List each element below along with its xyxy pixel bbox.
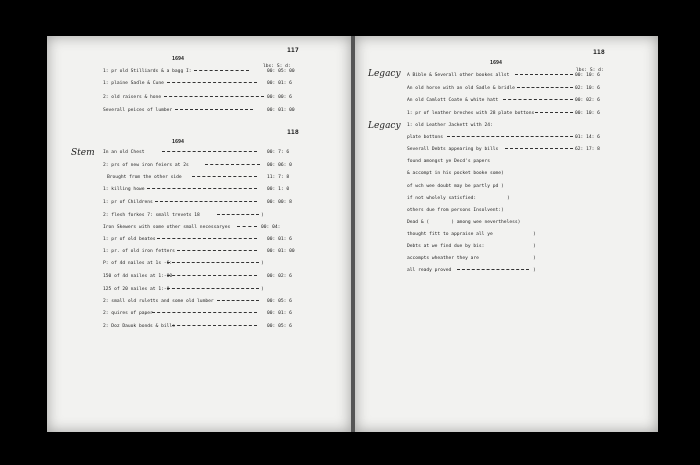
item-amount: 00: 10: 6	[575, 111, 600, 116]
list-item: 2: prs of new iron feiers at 2s	[103, 163, 189, 168]
list-item: accompts wheather they are	[407, 256, 479, 261]
list-item: 1: old Leather Jackett with 24:	[407, 123, 493, 128]
item-amount: )	[261, 261, 264, 266]
list-item: all ready proved	[407, 268, 452, 273]
item-amount: )	[533, 244, 536, 249]
item-amount: 00: 7: 6	[267, 150, 290, 155]
list-item: Iron Skewers with some other small necessaryes	[103, 225, 231, 230]
list-item: 1: pr of old beates	[103, 237, 156, 242]
margin-note: Stem	[71, 148, 95, 158]
item-amount: 00: 06: 0	[267, 163, 292, 168]
list-item: of wch wee doubt may be partly pd )	[407, 184, 504, 189]
item-amount: 00: 00: 8	[267, 200, 292, 205]
column-headers-top: lbs: S: d:	[263, 64, 291, 69]
list-item: 1: pr. of old iron fetters	[103, 249, 175, 254]
list-item: found amongst ye Decd's papers	[407, 159, 490, 164]
list-item: plate bottons	[407, 135, 443, 140]
year-heading-top: 1694	[172, 56, 185, 62]
list-item: others due from persons Insolvent:)	[407, 208, 504, 213]
list-item: 150 of 4d nailes at 1:-00	[103, 274, 173, 279]
item-amount: )	[533, 268, 536, 273]
right-page	[355, 36, 658, 432]
list-item: Severall Debts appearing by bills	[407, 147, 499, 152]
item-amount: 00: 01: 6	[267, 237, 292, 242]
list-item: 2: Doz Dauok bonds & bills	[103, 324, 175, 329]
list-item: 2: small old ruletts and some old lumber	[103, 299, 214, 304]
item-amount: 62: 17: 8	[575, 147, 600, 152]
item-amount: 00: 00: 6	[267, 95, 292, 100]
year-heading-mid: 1694	[172, 139, 185, 145]
list-item: 125 of 20 nailes at 1:-0	[103, 287, 170, 292]
item-amount: 00: 05: 6	[267, 324, 292, 329]
list-item: if not wholely satisfied:	[407, 196, 477, 201]
item-amount: 00: 01: 00	[267, 249, 295, 254]
margin-note-legacy-1: Legacy	[368, 69, 401, 79]
list-item: Severall peices of lumber	[103, 108, 253, 114]
column-headers: lbs: S: d:	[576, 68, 604, 73]
list-item: Dead & ( ) among wee nevertheless)	[407, 220, 521, 225]
left-page	[47, 36, 351, 432]
list-item: An old Camlott Coate & white hatt	[407, 98, 499, 103]
item-amount: 00: 01: 6	[267, 311, 292, 316]
list-item: P: of 4d nailes at 1s -6:	[103, 261, 173, 266]
list-item: In an old Chest	[103, 150, 145, 155]
list-item: 1: pr of Childrens	[103, 200, 153, 205]
list-item: Debts at we find due by bis:	[407, 244, 485, 249]
item-amount: 00: 05: 00	[267, 69, 295, 74]
list-item: thought fitt to appraise all ye	[407, 232, 493, 237]
item-amount: 00: 01: 00	[267, 108, 295, 113]
list-item: An old horse with an old Sadle & bridle	[407, 86, 515, 91]
list-item: 1: pr of leather breches with 28 plate bottons	[407, 111, 535, 116]
item-amount: 00: 05: 6	[267, 299, 292, 304]
item-amount: 00: 10: 6	[575, 73, 600, 78]
list-item: 1: killing howe	[103, 187, 145, 192]
item-amount: 01: 14: 6	[575, 135, 600, 140]
list-item: A Bible & Severall other bookes allst	[407, 73, 510, 78]
list-item: 1: plaine Sadle & Cune	[103, 81, 257, 87]
page-number: 118	[593, 48, 605, 56]
item-amount: 11: 7: 8	[267, 175, 290, 180]
item-amount: 00: 02: 6	[575, 98, 600, 103]
list-item: 2: flesh forkes 7: small trevets 18	[103, 213, 200, 218]
item-amount: )	[507, 196, 510, 201]
item-amount: )	[533, 232, 536, 237]
item-amount: )	[533, 256, 536, 261]
list-item: & accompt in his pocket booke some)	[407, 171, 504, 176]
list-item: 2: quires of paper	[103, 311, 153, 316]
item-amount: 00: 1: 0	[267, 187, 290, 192]
item-amount: )	[261, 213, 264, 218]
list-item: 2: old raisers & hone	[103, 95, 264, 101]
list-item: 1: pr old Stilliards & a bagg I:	[103, 69, 249, 75]
page-number-mid: 118	[287, 128, 299, 136]
list-item: Brought from the other side	[107, 175, 182, 180]
item-amount: 00: 04:	[261, 225, 281, 230]
item-amount: 00: 02: 6	[267, 274, 292, 279]
year-heading: 1694	[490, 60, 503, 66]
page-number-top: 117	[287, 46, 299, 54]
item-amount: 00: 01: 6	[267, 81, 292, 86]
item-amount: 02: 10: 6	[575, 86, 600, 91]
item-amount: )	[261, 287, 264, 292]
margin-note-legacy-2: Legacy	[368, 121, 401, 131]
